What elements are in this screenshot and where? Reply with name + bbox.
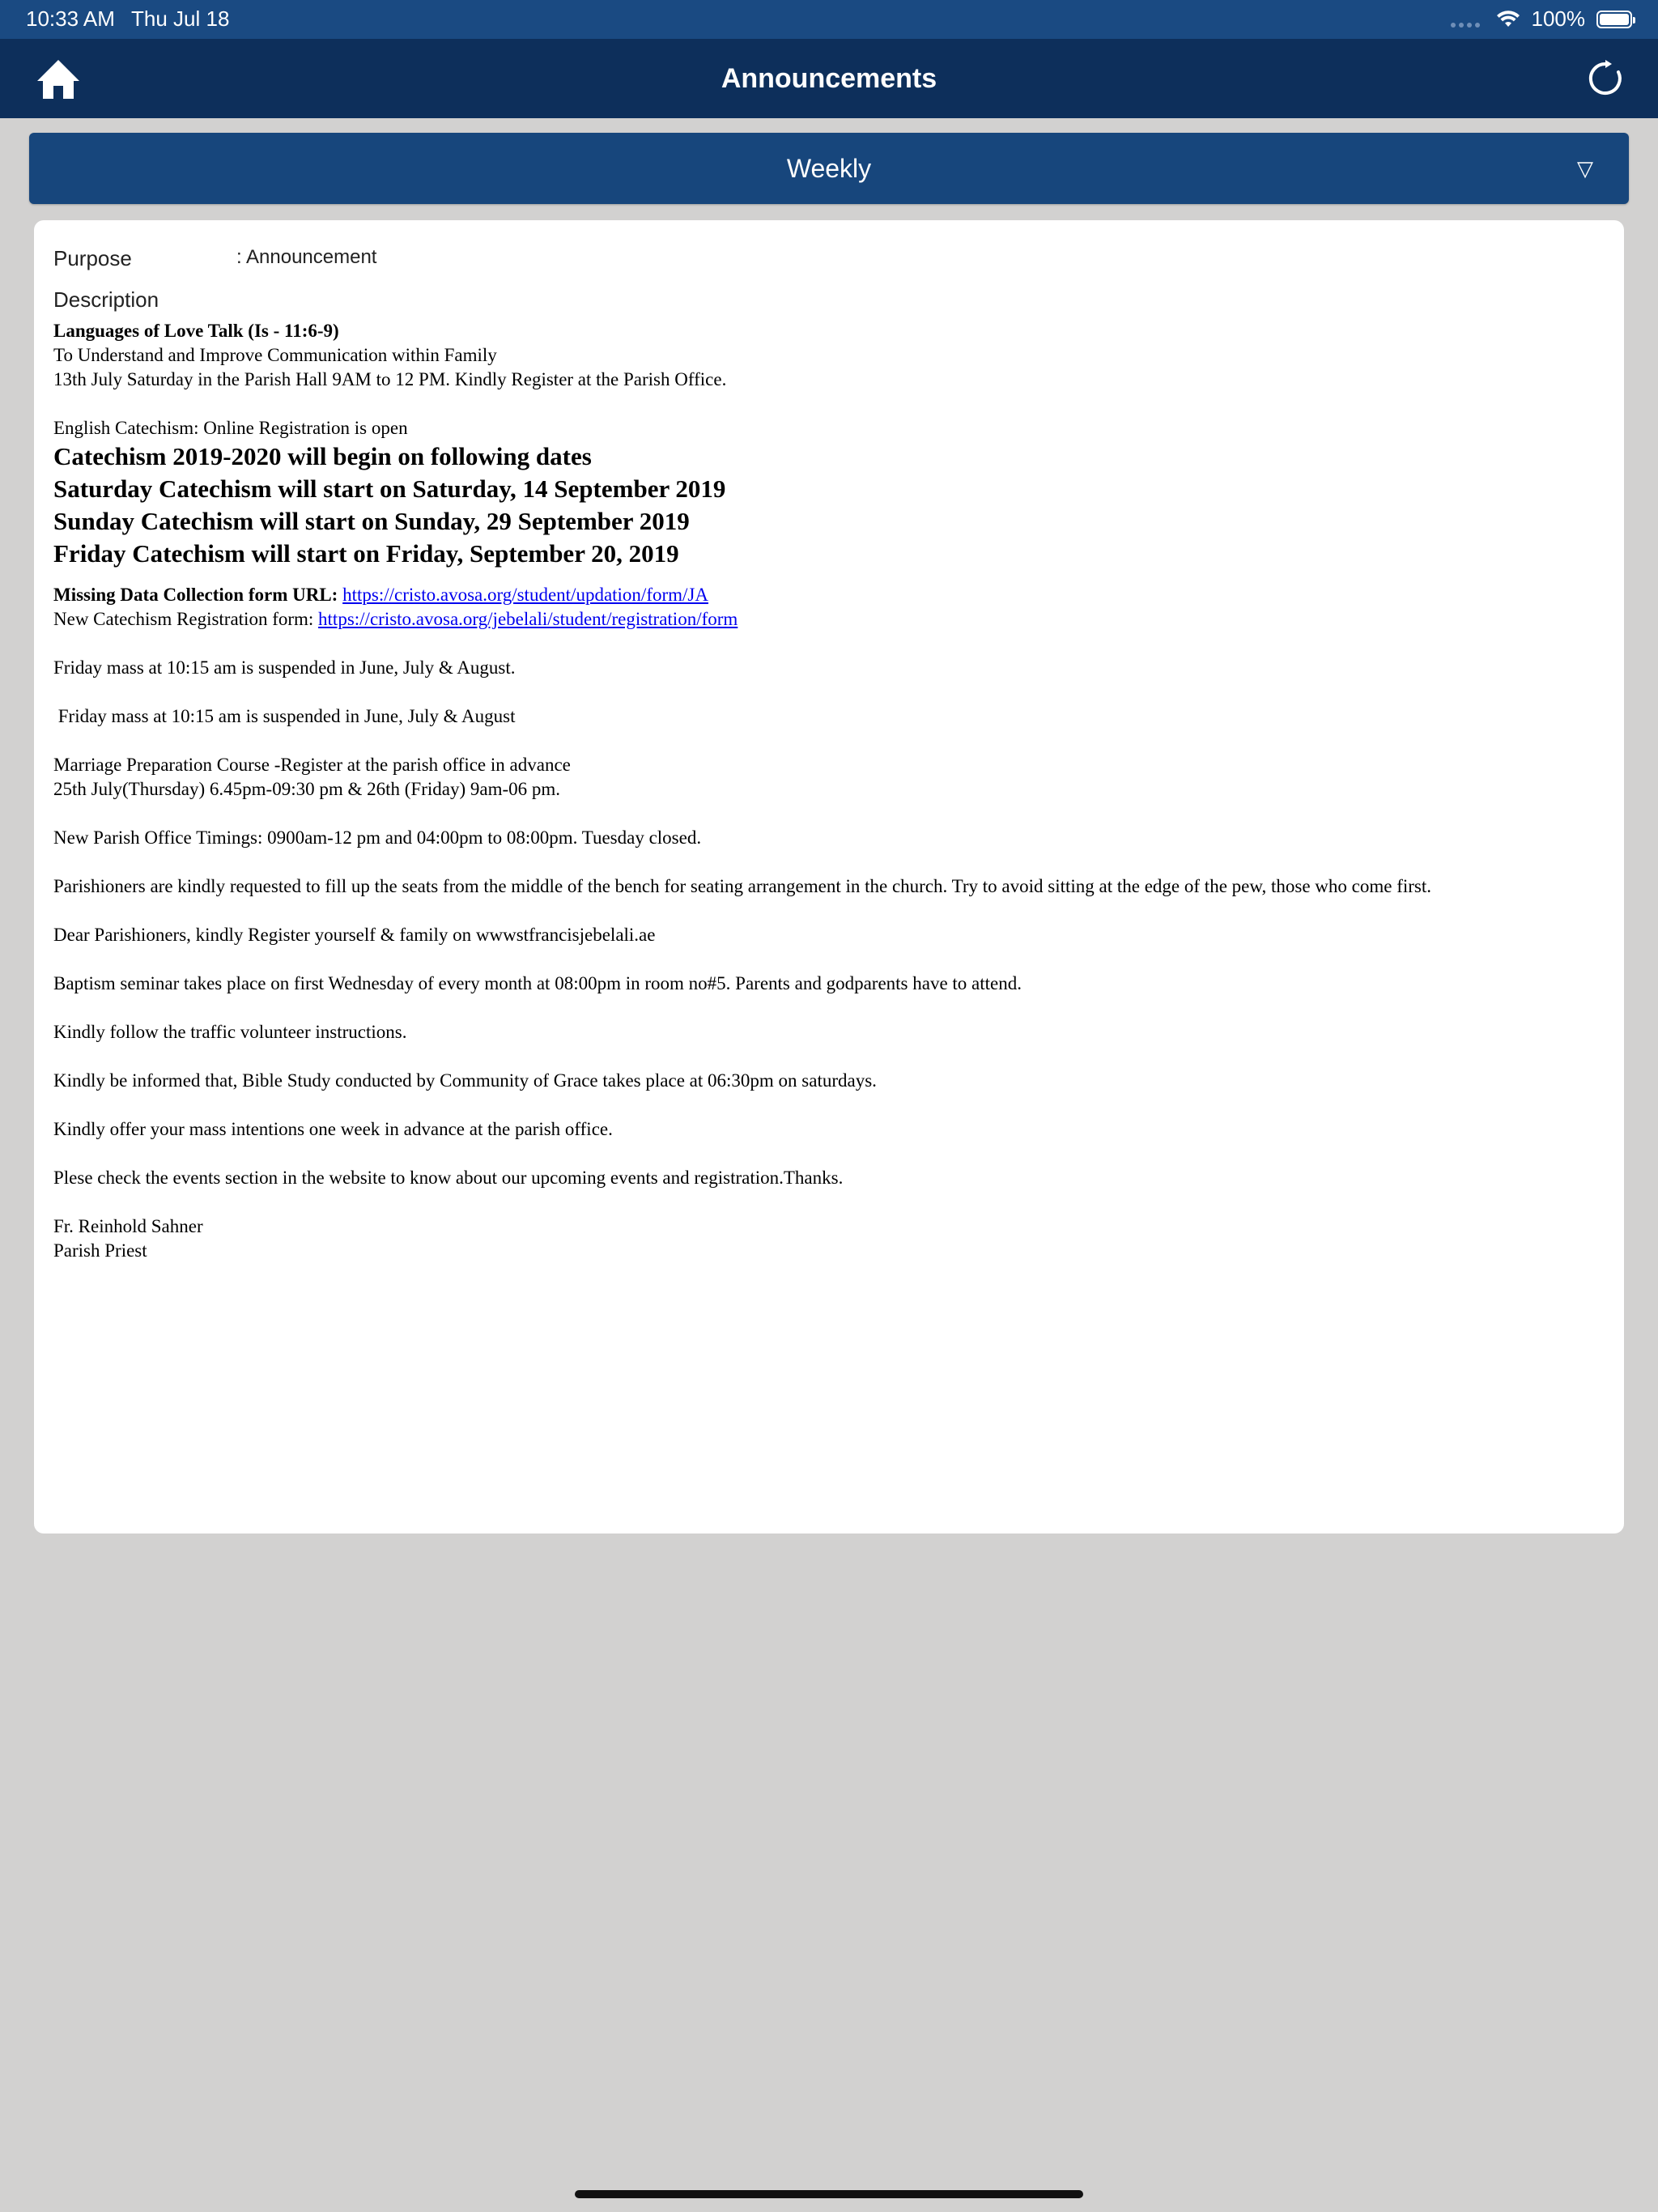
bible-study-notice: Kindly be informed that, Bible Study conducted by Community of Grace takes place at 06:30pm on saturdays. bbox=[53, 1070, 877, 1091]
purpose-row bbox=[53, 246, 377, 271]
status-bar bbox=[0, 0, 1658, 39]
baptism-notice: Baptism seminar takes place on first Wednesday of every month at 08:00pm in room no#5. Parents and godparents have to attend. bbox=[53, 973, 1022, 993]
love-talk-line2: 13th July Saturday in the Parish Hall 9AM to 12 PM. Kindly Register at the Parish Office. bbox=[53, 369, 727, 389]
catechism-registration: English Catechism: Online Registration is open bbox=[53, 418, 408, 438]
dropdown-arrow-icon: ▽ bbox=[1577, 156, 1593, 181]
register-notice: Dear Parishioners, kindly Register yourself & family on wwwstfrancisjebelali.ae bbox=[53, 925, 656, 945]
page-title: Announcements bbox=[721, 63, 937, 94]
traffic-notice: Kindly follow the traffic volunteer instructions. bbox=[53, 1022, 407, 1042]
new-form-link[interactable]: https://cristo.avosa.org/jebelali/student/registration/form bbox=[318, 609, 738, 629]
marriage-course-line2: 25th July(Thursday) 6.45pm-09:30 pm & 26th (Friday) 9am-06 pm. bbox=[53, 779, 561, 799]
description-label: Description bbox=[53, 287, 159, 312]
office-timings: New Parish Office Timings: 0900am-12 pm and 04:00pm to 08:00pm. Tuesday closed. bbox=[53, 827, 702, 848]
refresh-icon bbox=[1585, 58, 1626, 99]
cellular-signal-icon bbox=[1451, 11, 1480, 28]
friday-catechism: Friday Catechism will start on Friday, September 20, 2019 bbox=[53, 539, 679, 568]
sunday-catechism: Sunday Catechism will start on Sunday, 29 September 2019 bbox=[53, 507, 690, 535]
new-form-label: New Catechism Registration form: bbox=[53, 609, 314, 629]
wifi-icon bbox=[1496, 11, 1520, 28]
love-talk-line1: To Understand and Improve Communication within Family bbox=[53, 345, 497, 365]
missing-form-row bbox=[53, 583, 1608, 607]
missing-form-link[interactable]: https://cristo.avosa.org/student/updation/form/JA bbox=[342, 585, 708, 605]
love-talk-title: Languages of Love Talk (Is - 11:6-9) bbox=[53, 321, 339, 341]
events-notice: Plese check the events section in the website to know about our upcoming events and registration.Thanks. bbox=[53, 1168, 844, 1188]
period-dropdown-value: Weekly bbox=[786, 154, 872, 183]
description-body bbox=[53, 319, 1608, 1263]
signature-title: Parish Priest bbox=[53, 1240, 147, 1261]
purpose-value: : Announcement bbox=[236, 246, 377, 268]
new-form-row bbox=[53, 607, 1608, 632]
status-indicators bbox=[1451, 6, 1633, 32]
marriage-course-line1: Marriage Preparation Course -Register at the parish office in advance bbox=[53, 755, 571, 775]
nav-bar bbox=[0, 39, 1658, 118]
missing-form-label: Missing Data Collection form URL: bbox=[53, 585, 338, 605]
purpose-label: Purpose bbox=[53, 246, 132, 270]
catechism-dates-heading: Catechism 2019-2020 will begin on following dates bbox=[53, 442, 592, 470]
home-indicator[interactable] bbox=[575, 2190, 1083, 2198]
saturday-catechism: Saturday Catechism will start on Saturday, 14 September 2019 bbox=[53, 474, 726, 503]
friday-mass-notice-2: Friday mass at 10:15 am is suspended in June, July & August bbox=[53, 706, 516, 726]
status-date: Thu Jul 18 bbox=[131, 6, 230, 31]
signature-name: Fr. Reinhold Sahner bbox=[53, 1216, 203, 1236]
mass-intentions-notice: Kindly offer your mass intentions one week in advance at the parish office. bbox=[53, 1119, 613, 1139]
battery-icon bbox=[1596, 11, 1632, 28]
status-time: 10:33 AM bbox=[26, 6, 115, 31]
friday-mass-notice-1: Friday mass at 10:15 am is suspended in June, July & August. bbox=[53, 657, 516, 678]
announcement-card bbox=[34, 220, 1624, 1534]
period-dropdown[interactable] bbox=[29, 133, 1629, 204]
seating-notice: Parishioners are kindly requested to fill up the seats from the middle of the bench for seating arrangement in the church. Try to avoid sitting at the edge of the pew, those who come first. bbox=[53, 876, 1431, 896]
battery-percent: 100% bbox=[1531, 6, 1585, 31]
refresh-button[interactable] bbox=[1585, 58, 1626, 99]
